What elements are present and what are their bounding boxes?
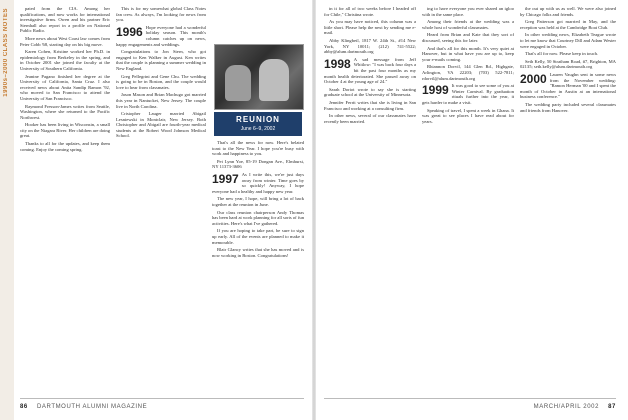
column-paragraph: pated from the CIA. Among her qualifications, and now works for international investigative firms. Owen and his partner Eric Sternhall also report in a profile on National Public Radio. [20, 6, 110, 34]
footer-right [330, 404, 616, 414]
column-paragraph: the out up with us as well. We were also joined by Chicago folks and friends. [520, 6, 616, 17]
column-paragraph: More news about West Coast law comes from Peter Cobb '68, starting day on his big move. [20, 35, 110, 47]
column-paragraph: Hooker has been living in Wisconsin, a small city on the Niagara River. Her children are doing great. [20, 122, 110, 139]
column-paragraph: The wedding party included several classmates and friends from Hanover. [520, 101, 616, 113]
column-paragraph: 1996 Hope everyone had a wonderful holiday season. This month's column catches up on news, happy engagements and weddings. [116, 24, 206, 47]
footer-title: DARTMOUTH ALUMNI MAGAZINE [36, 404, 148, 410]
column-paragraph: in it for all of two weeks before I headed off for Chile," Christina wrote. [324, 6, 416, 17]
column-paragraph: And that's all for this month. It's very quiet at Hanover, but in what have you are up to, keep your e-mails coming. [422, 45, 514, 62]
column-paragraph: 1998 A sad message from Jeff Whitlow: "I was back four days a bit the past four months as my month health deteriorated. She passed away on October 4 at the young age of 24." [324, 56, 416, 85]
column-paragraph: This is for my somewhat global Class Notes fan crew. As always, I'm looking for news from you. [116, 6, 206, 23]
column-paragraph: Pei Lynn Yoe, 85-19 Dongan Ave., Elmhurst, NY 11373-3606 [212, 158, 304, 170]
page-spine [312, 0, 316, 420]
column-paragraph: That's all the news for now. Here's belated toast to the New Year. I hope you're busy with work and happiness to you. [212, 140, 304, 157]
column-paragraph: 2000 Lauren Vaughn sent in some news from the November wedding: "Ramon Herman '00 and I spent the month of October in Austin at an international business conference." [520, 71, 616, 100]
photo-figure [259, 59, 289, 101]
column-paragraph: Jason Mason and Brian Machugo got married this year in Nantucket, New Jersey. The couple live in North Carolina. [116, 92, 206, 109]
column-paragraph: Thanks to all for the updates, and keep them coming. Enjoy the coming spring. [20, 141, 110, 152]
footer-rule [20, 398, 304, 399]
class-year-heading: 1998 [324, 56, 351, 71]
sidebar-label: 1990s–2000 CLASS NOTES [3, 8, 9, 97]
column-1 [20, 6, 110, 392]
reunion-banner [214, 112, 302, 136]
column-3 [212, 140, 304, 392]
class-year-heading: 1996 [116, 24, 143, 39]
column-5 [422, 6, 514, 392]
column-paragraph: Seth Kelly, 50 Stratham Road, #7, Brighton, MA 02135; seth.kelly@alum.dartmouth.org [520, 58, 616, 70]
column-paragraph: Jennifer Ferrit writes that she is living in San Francisco and working at a consulting firm. [324, 99, 416, 111]
column-paragraph: The new year, I hope, will bring a lot of back together at the reunion in June. [212, 196, 304, 207]
column-paragraph: ing to have everyone you ever shared an igloo with in the same place. [422, 6, 514, 17]
reunion-title: REUNION [236, 115, 280, 124]
column-paragraph: 1999 It was good to see some of you at Winter Carnival. By graduation rituals further into the year, it gets harder to make a visit. [422, 83, 514, 105]
page-number-right: 87 [608, 404, 616, 410]
column-paragraph: As you may have noticed, this column was a little short. Please help the next by sending me e-mail. [324, 19, 416, 36]
column-paragraph: In other wedding news, Elizabeth Teague wrote to let me know that Courtney Dill and Adam Wester were engaged in October. [520, 32, 616, 49]
class-year-heading: 2000 [520, 71, 547, 86]
column-paragraph: Congratulations to Jon Stern, who got engaged to Ken Walker in August. Ken writes that the couple is planning a summer wedding in New England. [116, 49, 206, 71]
reunion-photo [214, 44, 304, 110]
column-6 [520, 6, 616, 392]
column-paragraph: Abby Klingbeil, 1817 W. 24th St., #14 New York, NY 10011; (212) 741-5522; abby@alum.dartmouth.org [324, 37, 416, 55]
column-4 [324, 6, 416, 392]
column-paragraph: Raymond Fresson-James writes from Seattle, Washington, where she returned to the Pacific Northwest. [20, 103, 110, 120]
column-paragraph: Sarah Doriot wrote to say she is starting graduate school at the University of Minnesota. [324, 86, 416, 98]
column-paragraph: Jeanine Pagano finished her degree at the University of California, Santa Cruz. I also received news about Anita Sandip Ramon '92, who moved to San Francisco to attend the University of San Francisco. [20, 73, 110, 101]
column-paragraph: 1997 As I write this, we're just days away from winter. Time goes by so quickly! Anyway, I hope everyone had a healthy and happy new year. [212, 171, 304, 194]
column-2 [116, 6, 206, 392]
column-paragraph: Blair Glancy writes that she has moved and is now working in Boston. Congratulations! [212, 247, 304, 258]
column-paragraph: Among their friends at the wedding was a whole host of wonderful classmates. [422, 19, 514, 30]
column-paragraph: Karen Cohen, Kristine worked her Ph.D. in epidemiology from Berkeley in the spring, and in October 2001 she joined the faculty at the University of Southern California. [20, 49, 110, 71]
class-year-heading: 1999 [422, 83, 449, 98]
column-paragraph: Rhiannon Dorvil, 144 Glen Rd., Highgate, Arlington, VA 22203; (703) 522-7811; rdorvil@alum.dartmouth.org [422, 64, 514, 81]
column-paragraph: Our class reunion chairperson Andy Thomas has been hard at work planning for all sorts of fun activities. Here's what I've gathered. [212, 209, 304, 226]
class-year-heading: 1997 [212, 171, 239, 186]
footer-left [20, 404, 300, 414]
column-paragraph: That's all for now. Please keep in touch. [525, 51, 599, 57]
sidebar-tab [0, 0, 14, 420]
column-paragraph: If you are hoping to take part, be sure to sign up early. All of the events are planned to make it memorable. [212, 228, 304, 245]
footer-date: MARCH/APRIL 2002 [533, 404, 600, 410]
column-paragraph: Greg Pellegrini and Gene Chu. The wedding is going to be in Boston, and the couple would love to hear from classmates. [116, 73, 206, 90]
page-number-left: 86 [20, 404, 28, 410]
column-paragraph: Speaking of travel, I spent a week in Ghana. It was great to see places I have read about for years. [422, 107, 514, 124]
column-paragraph: Greg Patterson got married in May, and the reception was held at the Cambridge Boat Club. [520, 19, 616, 30]
column-paragraph: In other news, several of our classmates have recently been married. [324, 113, 416, 124]
column-paragraph: Heard from Brian and Kate that they sort of discussed, seeing this for later. [422, 32, 514, 43]
photo-figure [225, 65, 251, 101]
column-paragraph: Cristopher Lauger married Abigail Lesniewski in Montclair, New Jersey. Both Christopher and Abigail are fourth-year medical students at the Robert Wood Johnson Medical School. [116, 111, 206, 139]
reunion-dates: June 6–9, 2002 [240, 126, 276, 132]
footer-rule [324, 398, 616, 399]
